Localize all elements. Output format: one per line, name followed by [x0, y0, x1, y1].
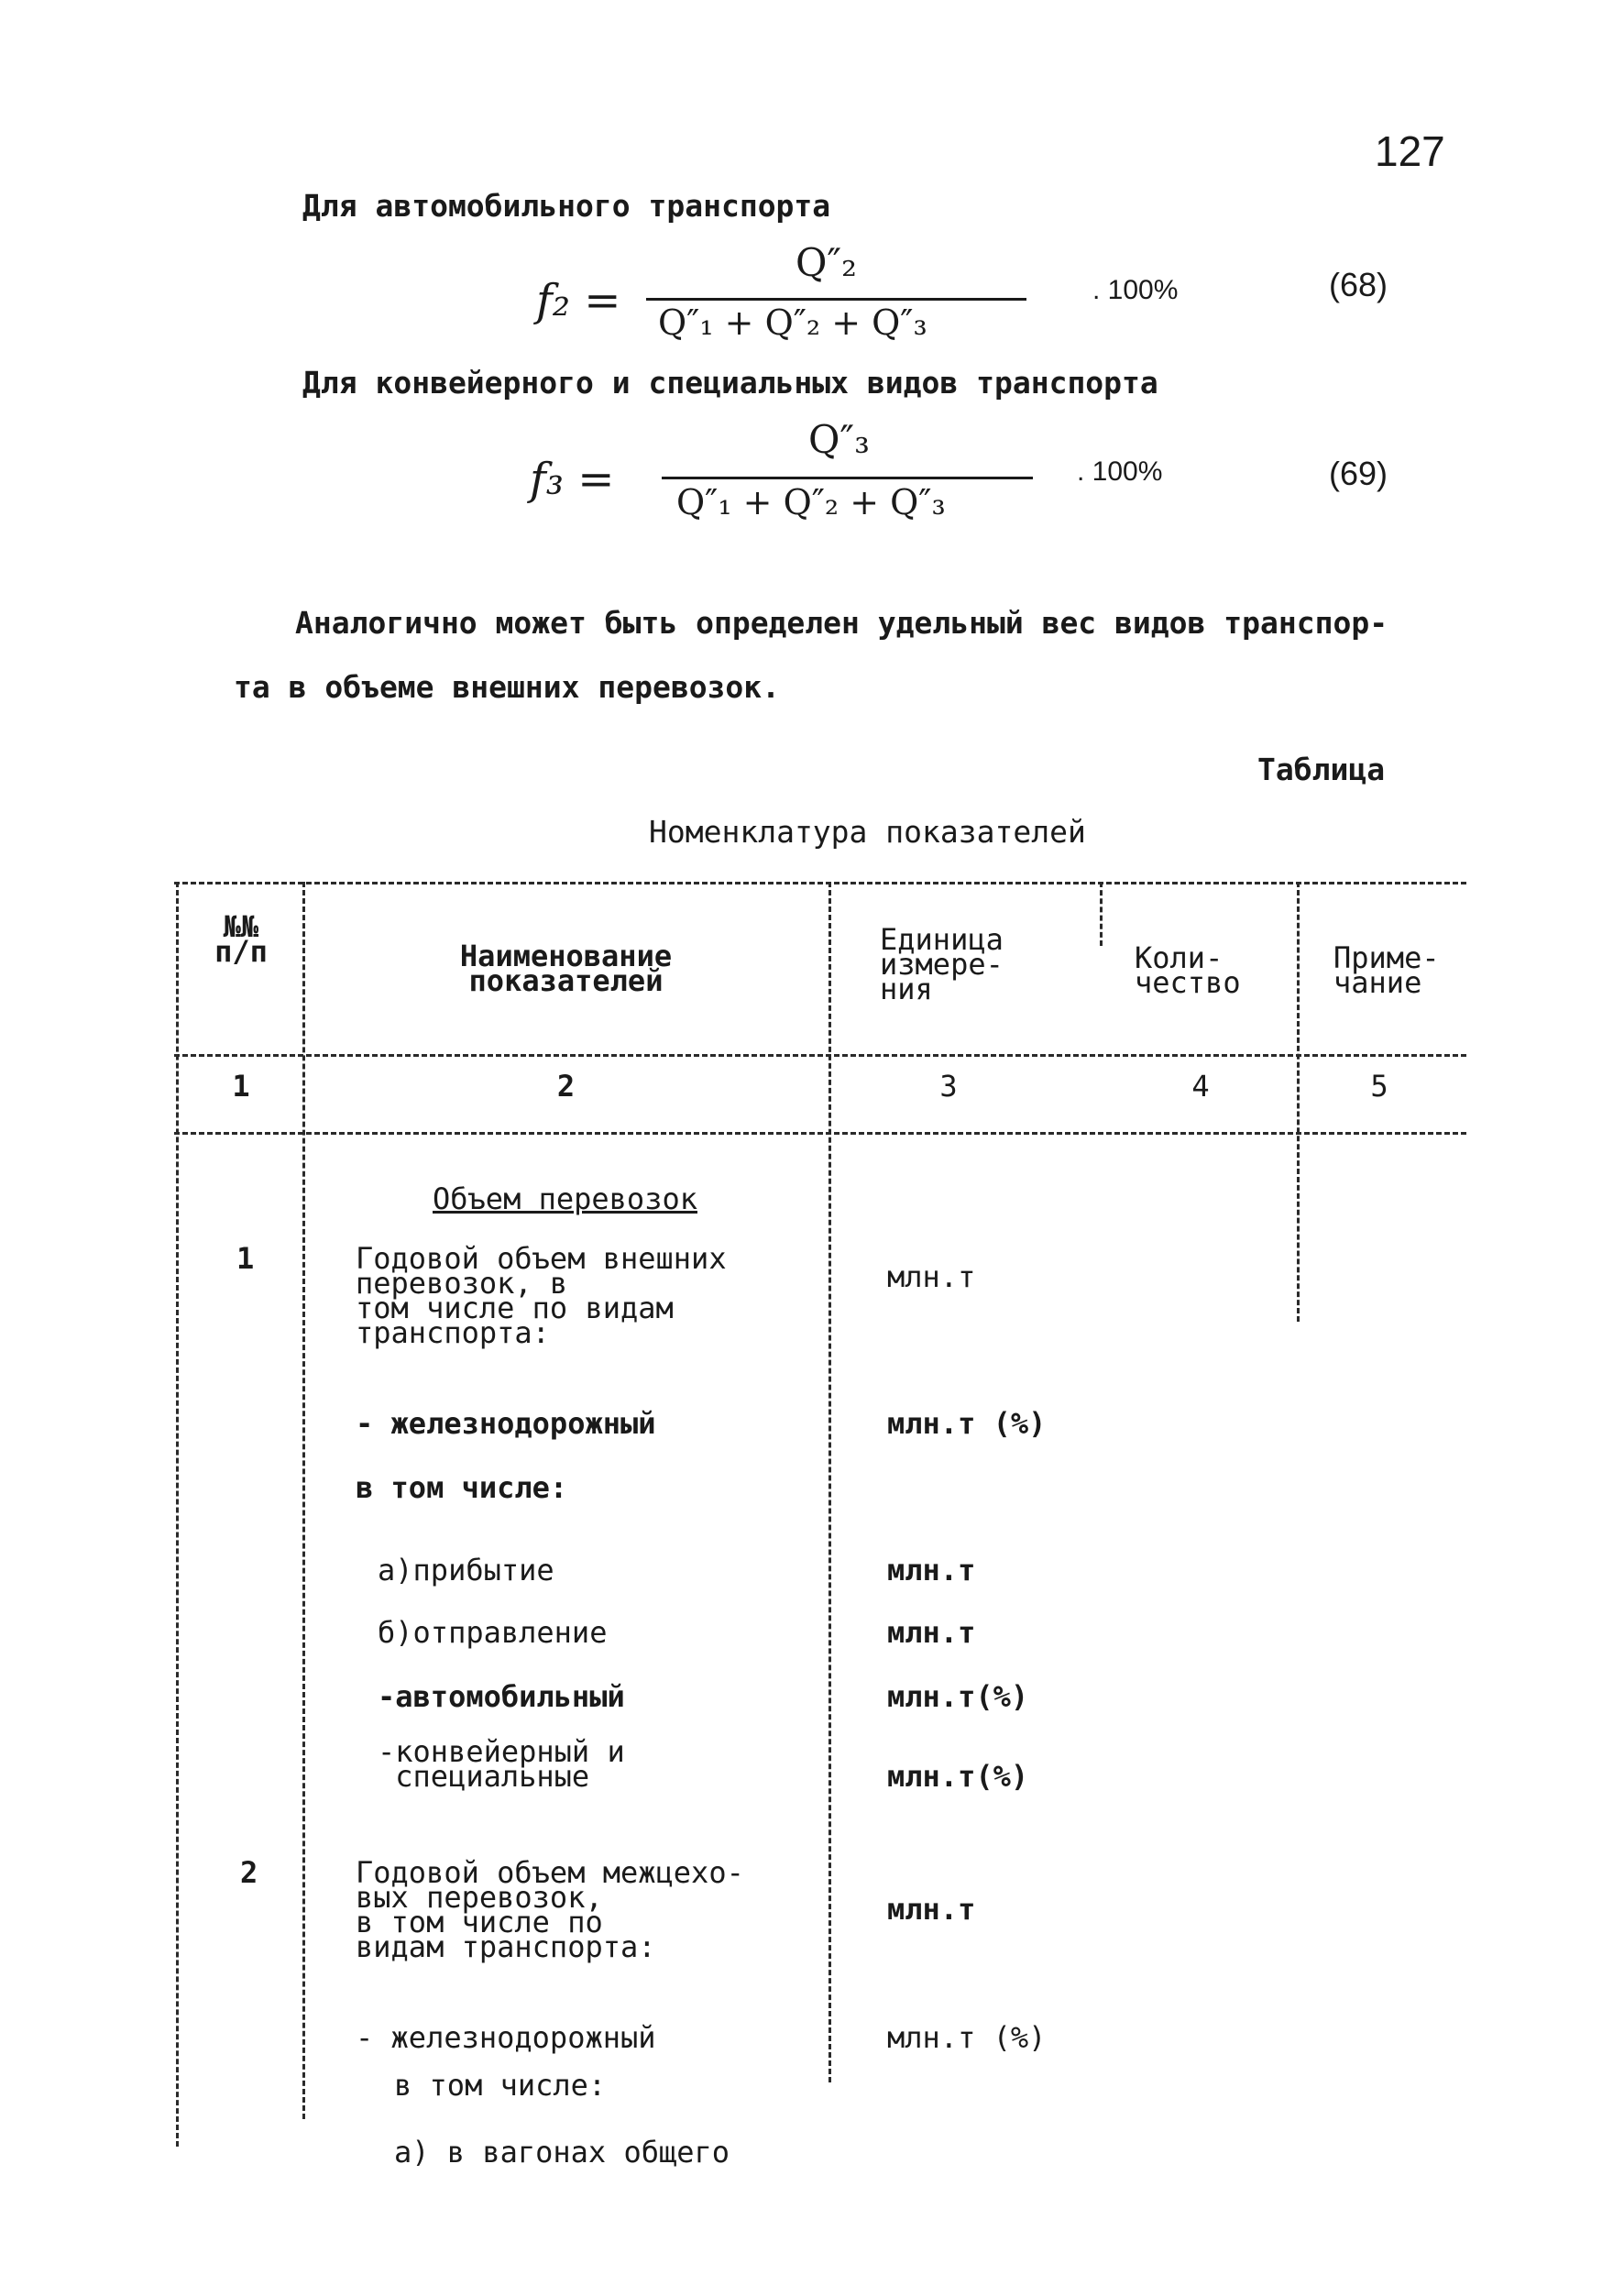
row-unit: млн.т (%) — [887, 1406, 1047, 1441]
col-number-3: 3 — [939, 1069, 958, 1104]
row-name: Годовой объем межцехо- вых перевозок, в том числе по видам транспорта: — [356, 1855, 744, 1964]
table-top-border — [174, 882, 1466, 884]
row-name: - железнодорожный — [356, 1406, 656, 1441]
col-number-2: 2 — [556, 1069, 576, 1104]
header-name: Наименование показателей — [459, 939, 673, 998]
row-unit: млн.т — [887, 1553, 976, 1587]
formula-68-fraction-bar — [646, 298, 1026, 301]
table-title: Номенклатура показателей — [649, 814, 1086, 850]
table-colnum-divider — [174, 1132, 1466, 1135]
row-name: в том числе: — [394, 2068, 607, 2103]
conveyor-formula-intro: Для конвейерного и специальных видов транспорта — [302, 365, 1158, 401]
row-unit: млн.т(%) — [887, 1679, 1029, 1714]
header-unit: Единица измере- ния — [880, 922, 1004, 1006]
row-num: 2 — [240, 1855, 258, 1890]
paragraph-line-2: та в объеме внешних перевозок. — [234, 669, 781, 705]
paragraph-line-1: Аналогично может быть определен удельный вес видов транспор- — [295, 605, 1388, 641]
table-col-divider-1 — [302, 882, 305, 2119]
auto-formula-intro: Для автомобильного транспорта — [302, 188, 831, 224]
row-name: в том числе: — [356, 1470, 568, 1505]
col-number-5: 5 — [1370, 1069, 1388, 1104]
page-number: 127 — [1375, 127, 1445, 175]
header-note: Приме- чание — [1333, 940, 1440, 1000]
formula-69-fraction-bar — [662, 477, 1033, 479]
table-col-divider-3 — [1100, 882, 1103, 946]
row-name: -конвейерный и специальные — [378, 1734, 625, 1794]
formula-69-number: (69) — [1329, 455, 1388, 492]
row-name: а)прибытие — [378, 1553, 554, 1587]
header-qty: Коли- чество — [1135, 940, 1241, 1000]
formula-69-denominator: Q″₁ + Q″₂ + Q″₃ — [676, 482, 946, 522]
formula-69-multiplier: . 100% — [1077, 456, 1163, 487]
row-name: - железнодорожный — [356, 2020, 656, 2055]
formula-68-lhs: f₂ = — [536, 275, 621, 326]
row-name: -автомобильный — [378, 1679, 625, 1714]
formula-69-numerator: Q″₃ — [808, 417, 870, 462]
row-name: Годовой объем внешних перевозок, в том числе по видам транспорта: — [356, 1241, 727, 1350]
row-unit: млн.т — [887, 1892, 976, 1927]
row-unit: млн.т (%) — [887, 2020, 1047, 2055]
formula-69-lhs: f₃ = — [530, 454, 615, 505]
formula-68-numerator: Q″₂ — [796, 240, 857, 285]
table-caption: Таблица — [1257, 752, 1386, 787]
formula-68-denominator: Q″₁ + Q″₂ + Q″₃ — [658, 302, 927, 343]
row-name: а) в вагонах общего — [394, 2135, 730, 2170]
section-title: Объем перевозок — [433, 1181, 697, 1216]
row-unit: млн.т — [887, 1259, 976, 1294]
table-left-border — [176, 882, 179, 2147]
col-number-4: 4 — [1191, 1069, 1210, 1104]
row-unit: млн.т — [887, 1615, 976, 1650]
row-unit: млн.т(%) — [887, 1759, 1029, 1794]
table-header-divider — [174, 1054, 1466, 1057]
table-col-divider-4 — [1297, 882, 1300, 1322]
col-number-1: 1 — [232, 1069, 250, 1104]
header-num: №№ п/п — [214, 909, 268, 969]
table-col-divider-2 — [828, 882, 831, 2082]
row-num: 1 — [236, 1241, 255, 1276]
row-name: б)отправление — [378, 1615, 608, 1650]
formula-68-multiplier: . 100% — [1092, 275, 1179, 305]
formula-68-number: (68) — [1329, 266, 1388, 303]
